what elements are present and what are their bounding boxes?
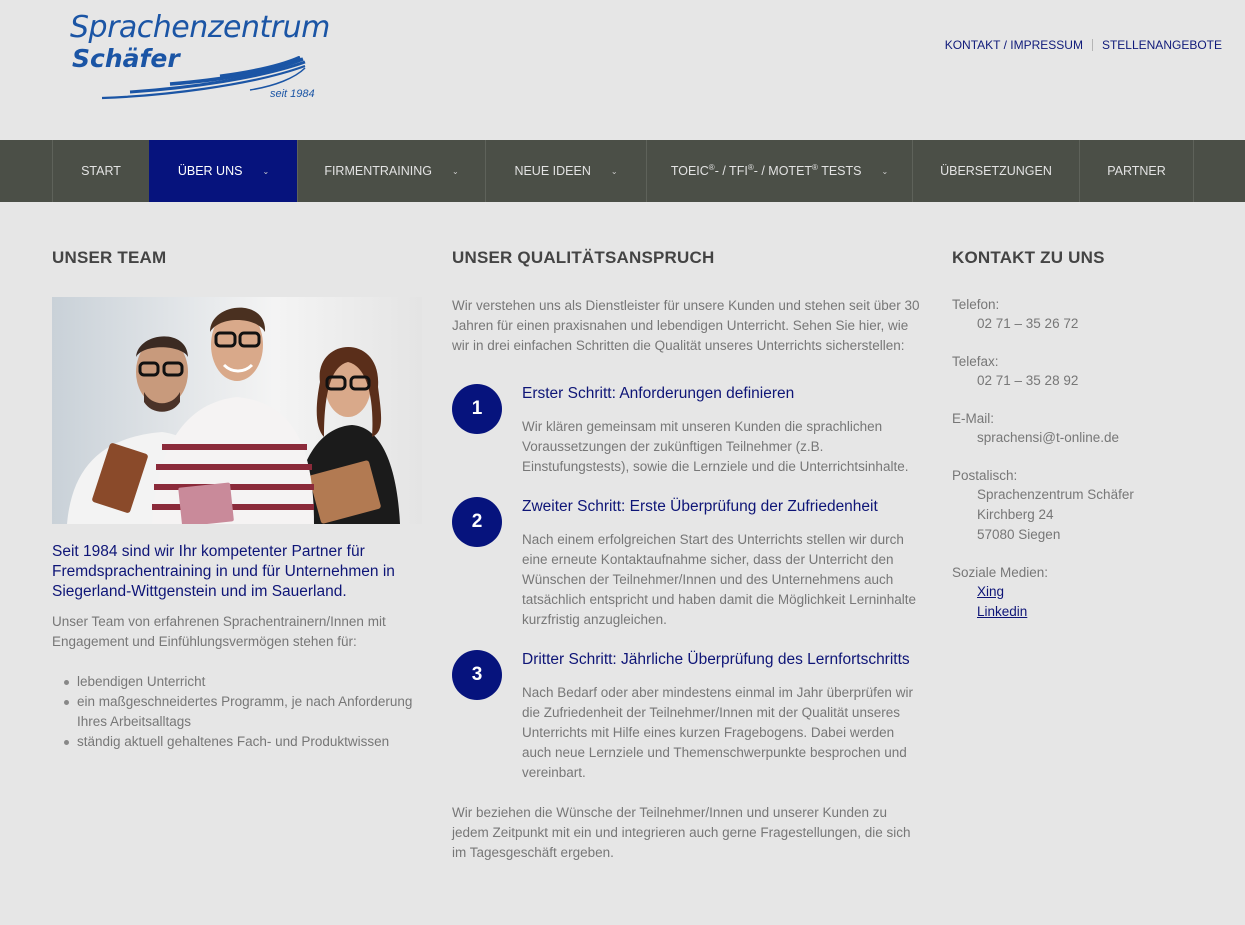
postal-line: 57080 Siegen xyxy=(977,527,1061,542)
team-lead-text: Seit 1984 sind wir Ihr kompetenter Partner für Fremdsprachentraining in und für Unternehmen in Siegerland-Wittgenstein und im Sauerland. xyxy=(52,543,395,600)
step-title: Dritter Schritt: Jährliche Überprüfung des Lernfortschritts xyxy=(522,651,910,668)
postal-label: Postalisch: xyxy=(952,468,1018,483)
phone-label: Telefon: xyxy=(952,297,1000,312)
list-item: lebendigen Unterricht xyxy=(52,672,422,692)
team-bullet-list xyxy=(52,672,422,752)
chevron-down-icon: ⌄ xyxy=(881,166,889,176)
team-photo xyxy=(52,297,422,524)
social-label: Soziale Medien: xyxy=(952,565,1049,580)
step-text: Nach Bedarf oder aber mindestens einmal im Jahr überprüfen wir die Zufriedenheit der Teilnehmer/Innen mit der Qualität unseres Unterrichts mit Hilfe eines kurzen Fragebogens. Dabei werden auch neue Lernziele und Themenschwerpunkte besprochen und vereinbart. xyxy=(522,685,913,780)
nav-item-company-training[interactable] xyxy=(297,140,485,202)
nav-item-label: TOEIC®- / TFI®- / MOTET® TESTS xyxy=(670,163,862,179)
site-logo[interactable] xyxy=(70,10,330,105)
quality-step-3 xyxy=(452,650,924,783)
quality-step-1 xyxy=(452,384,924,477)
nav-item-label: FIRMENTRAINING xyxy=(324,164,432,178)
team-column xyxy=(52,246,422,752)
step-text: Nach einem erfolgreichen Start des Unterrichts stellen wir durch eine erneute Kontaktaufnahme sicher, dass der Unterricht den Wünschen der Teilnehmer/Innen und des Unternehmens auch tatsächlich entspricht und haben damit die Möglichkeit Lerninhalte kurzfristig anzugleichen. xyxy=(522,532,916,627)
fax-label: Telefax: xyxy=(952,354,999,369)
chevron-down-icon: ⌄ xyxy=(262,166,270,176)
nav-item-partner[interactable] xyxy=(1079,140,1194,202)
top-links-divider xyxy=(1092,39,1093,51)
postal-line: Kirchberg 24 xyxy=(977,507,1054,522)
logo-text-line1: Sprachenzentrum xyxy=(70,10,330,45)
step-number-badge: 1 xyxy=(452,384,502,434)
nav-item-label: START xyxy=(81,164,121,178)
nav-item-translations[interactable] xyxy=(912,140,1079,202)
fax-value: 02 71 – 35 28 92 xyxy=(977,373,1079,388)
team-illustration xyxy=(52,297,422,524)
step-number-badge: 2 xyxy=(452,497,502,547)
nav-item-about[interactable] xyxy=(149,140,297,202)
step-title: Erster Schritt: Anforderungen definieren xyxy=(522,385,795,402)
postal-line: Sprachenzentrum Schäfer xyxy=(977,487,1134,502)
contact-social xyxy=(952,564,1222,622)
nav-item-new-ideas[interactable] xyxy=(485,140,646,202)
contact-impressum-link[interactable]: KONTAKT / IMPRESSUM xyxy=(944,38,1083,52)
list-item: ein maßgeschneidertes Programm, je nach Anforderung Ihres Arbeitsalltags xyxy=(52,692,422,732)
quality-column xyxy=(452,246,924,863)
nav-item-label: NEUE IDEEN xyxy=(514,164,591,178)
list-item: ständig aktuell gehaltenes Fach- und Produktwissen xyxy=(52,732,422,752)
site-header xyxy=(0,0,1245,140)
contact-phone xyxy=(952,296,1222,334)
step-text: Wir klären gemeinsam mit unseren Kunden die sprachlichen Voraussetzungen der zukünftigen Teilnehmer (z.B. Einstufungstests), sowie die Lernziele und die Unterrichtsinhalte. xyxy=(522,419,909,474)
job-offers-link[interactable]: STELLENANGEBOTE xyxy=(1101,38,1222,52)
quality-intro: Wir verstehen uns als Dienstleister für unsere Kunden und stehen seit über 30 Jahren für einen praxisnahen und lebendigen Unterricht. Sehen Sie hier, wie wir in drei einfachen Schritten die Qualität unseres Unterrichts sicherstellen: xyxy=(452,298,920,353)
email-value: sprachensi@t-online.de xyxy=(977,430,1120,445)
contact-fax xyxy=(952,353,1222,391)
chevron-down-icon: ⌄ xyxy=(451,166,459,176)
nav-item-label: ÜBER UNS xyxy=(177,164,243,178)
xing-link[interactable]: Xing xyxy=(977,584,1005,599)
nav-item-tests[interactable] xyxy=(646,140,912,202)
quality-step-2 xyxy=(452,497,924,630)
linkedin-link[interactable]: Linkedin xyxy=(977,604,1028,619)
nav-item-start[interactable] xyxy=(52,140,149,202)
nav-item-label: PARTNER xyxy=(1107,164,1166,178)
contact-heading: KONTAKT ZU UNS xyxy=(952,248,1105,267)
contact-postal xyxy=(952,467,1222,545)
main-navigation xyxy=(0,140,1245,202)
top-links xyxy=(945,38,1222,52)
team-heading: UNSER TEAM xyxy=(52,248,167,267)
quality-outro: Wir beziehen die Wünsche der Teilnehmer/Innen und unserer Kunden zu jedem Zeitpunkt mit ein und integrieren auch gerne Fragestellungen, die sich im Tagesgeschäft ergeben. xyxy=(452,805,911,860)
logo-text-line2: Schäfer xyxy=(72,44,180,73)
contact-email xyxy=(952,410,1222,448)
nav-item-label: ÜBERSETZUNGEN xyxy=(940,164,1052,178)
step-number-badge: 3 xyxy=(452,650,502,700)
step-title: Zweiter Schritt: Erste Überprüfung der Zufriedenheit xyxy=(522,498,878,515)
contact-column xyxy=(952,246,1222,622)
logo-since-text: seit 1984 xyxy=(270,88,315,100)
quality-heading: UNSER QUALITÄTSANSPRUCH xyxy=(452,248,715,267)
team-description: Unser Team von erfahrenen Sprachentrainern/Innen mit Engagement und Einfühlungsvermögen stehen für: xyxy=(52,614,386,649)
phone-value: 02 71 – 35 26 72 xyxy=(977,316,1079,331)
email-label: E-Mail: xyxy=(952,411,995,426)
chevron-down-icon: ⌄ xyxy=(610,166,618,176)
